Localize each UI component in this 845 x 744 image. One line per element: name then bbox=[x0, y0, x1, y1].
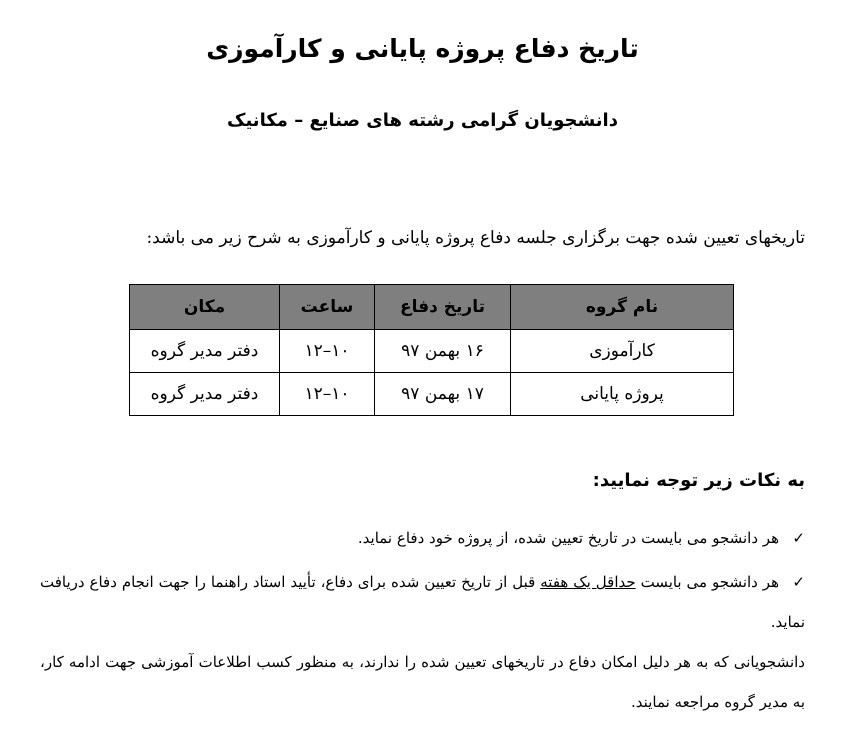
cell-place: دفتر مدیر گروه bbox=[130, 373, 280, 416]
closing-text: دانشجویانی که به هر دلیل امکان دفاع در تاریخهای تعیین شده را ندارند، به منظور کسب اطلاعات آموزشی جهت ادامه کار، به مدیر گروه مراجعه نمایند. bbox=[40, 653, 805, 711]
cell-place: دفتر مدیر گروه bbox=[130, 330, 280, 373]
header-place: مکان bbox=[130, 285, 280, 330]
note-text: هر دانشجو می بایست bbox=[635, 573, 779, 591]
note-emphasis: حداقل یک هفته bbox=[540, 573, 636, 591]
notes-heading: به نکات زیر توجه نمایید: bbox=[592, 470, 805, 491]
cell-group: پروژه پایانی bbox=[511, 373, 734, 416]
cell-time: ۱۰–۱۲ bbox=[280, 330, 375, 373]
intro-text: تاریخهای تعیین شده جهت برگزاری جلسه دفاع پروژه پایانی و کارآموزی به شرح زیر می باشد: bbox=[146, 228, 805, 248]
checkmark-icon: ✓ bbox=[792, 529, 805, 547]
note-text: قبل از تاریخ تعیین شده برای دفاع، تأیید استاد راهنما را جهت انجام دفاع دریافت نماید. bbox=[40, 573, 805, 631]
page-subtitle: دانشجویان گرامی رشته های صنایع – مکانیک bbox=[227, 110, 618, 131]
cell-date: ۱۷ بهمن ۹۷ bbox=[375, 373, 511, 416]
note-item bbox=[40, 518, 805, 558]
note-item bbox=[40, 562, 805, 642]
header-group: نام گروه bbox=[511, 285, 734, 330]
cell-group: کارآموزی bbox=[511, 330, 734, 373]
schedule-table bbox=[129, 284, 734, 416]
table-row bbox=[130, 373, 734, 416]
table-header-row bbox=[130, 285, 734, 330]
page-title: تاریخ دفاع پروژه پایانی و کارآموزی bbox=[206, 34, 639, 63]
cell-date: ۱۶ بهمن ۹۷ bbox=[375, 330, 511, 373]
note-text: هر دانشجو می بایست در تاریخ تعیین شده، از پروژه خود دفاع نماید. bbox=[357, 529, 779, 547]
table-row bbox=[130, 330, 734, 373]
cell-time: ۱۰–۱۲ bbox=[280, 373, 375, 416]
checkmark-icon: ✓ bbox=[792, 573, 805, 591]
header-time: ساعت bbox=[280, 285, 375, 330]
header-date: تاریخ دفاع bbox=[375, 285, 511, 330]
